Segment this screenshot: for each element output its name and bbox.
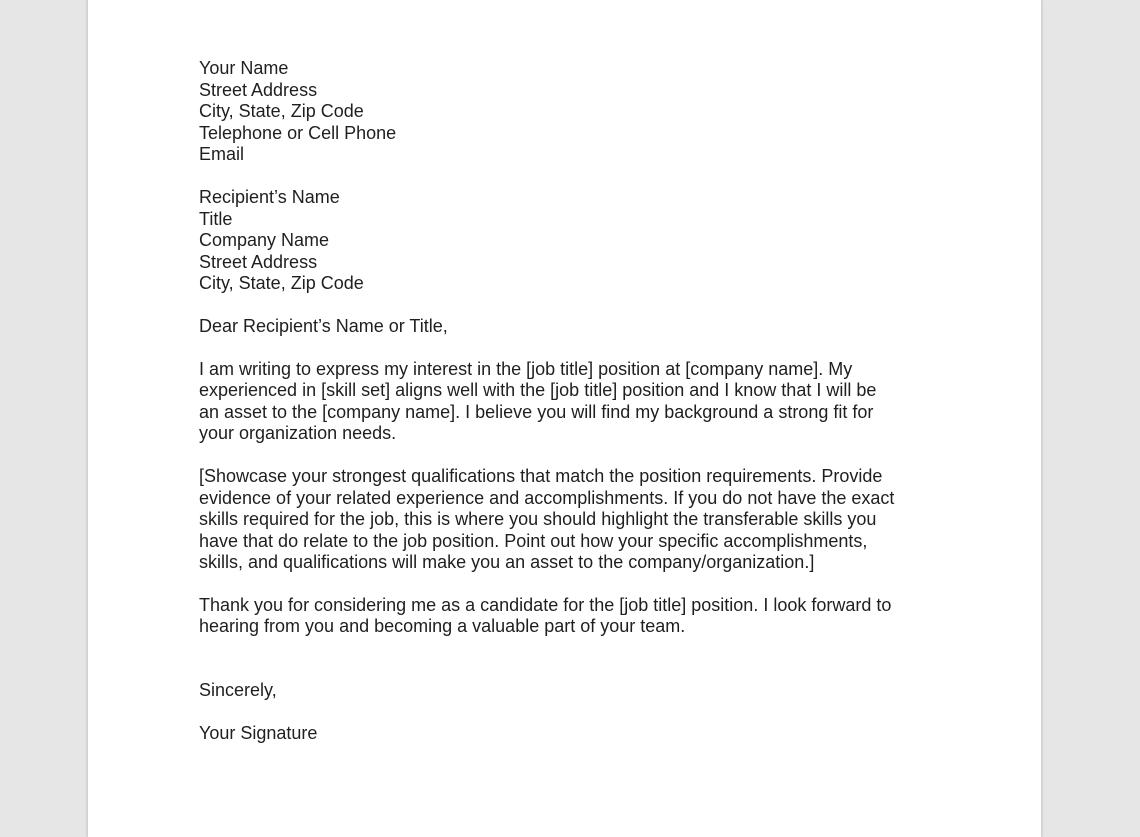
- recipient-street: Street Address: [199, 251, 318, 272]
- paragraph-line: your organization needs.: [199, 423, 397, 444]
- spacer: [199, 638, 939, 680]
- spacer: [199, 295, 939, 316]
- paragraph-line: have that do relate to the job position. Point out how your specific accomplishments,: [199, 530, 868, 551]
- spacer: [199, 338, 939, 359]
- paragraph-line: skills, and qualifications will make you an asset to the company/organization.]: [199, 552, 815, 573]
- sender-city-state-zip: City, State, Zip Code: [199, 101, 364, 122]
- recipient-title: Title: [199, 208, 233, 229]
- paragraph-line: skills required for the job, this is where you should highlight the transferable skills you: [199, 509, 877, 530]
- signature: Your Signature: [199, 722, 318, 743]
- document-page: [87, 0, 1042, 837]
- spacer: [199, 166, 939, 187]
- letter-body: [199, 58, 939, 744]
- paragraph-line: an asset to the [company name]. I believe you will find my background a strong fit for: [199, 401, 874, 422]
- paragraph-line: evidence of your related experience and accomplishments. If you do not have the exact: [199, 487, 895, 508]
- paragraph-line: Thank you for considering me as a candidate for the [job title] position. I look forward to: [199, 594, 892, 615]
- spacer: [199, 702, 939, 723]
- sender-name: Your Name: [199, 58, 289, 78]
- recipient-name: Recipient’s Name: [199, 186, 340, 207]
- salutation: Dear Recipient’s Name or Title,: [199, 315, 448, 336]
- sender-street: Street Address: [199, 79, 318, 100]
- qualifications-paragraph: [199, 466, 939, 574]
- sender-address-block: [199, 58, 939, 166]
- intro-paragraph: [199, 359, 939, 445]
- closing-paragraph: [199, 595, 939, 638]
- recipient-address-block: [199, 187, 939, 295]
- paragraph-line: hearing from you and becoming a valuable part of your team.: [199, 616, 686, 637]
- sender-phone: Telephone or Cell Phone: [199, 122, 397, 143]
- recipient-city-state-zip: City, State, Zip Code: [199, 273, 364, 294]
- signoff: Sincerely,: [199, 680, 277, 701]
- recipient-company: Company Name: [199, 230, 330, 251]
- paragraph-line: I am writing to express my interest in the [job title] position at [company name]. My: [199, 358, 853, 379]
- paragraph-line: [Showcase your strongest qualifications that match the position requirements. Provide: [199, 465, 883, 486]
- spacer: [199, 574, 939, 595]
- spacer: [199, 445, 939, 466]
- paragraph-line: experienced in [skill set] aligns well with the [job title] position and I know that I will be: [199, 380, 877, 401]
- sender-email: Email: [199, 144, 245, 165]
